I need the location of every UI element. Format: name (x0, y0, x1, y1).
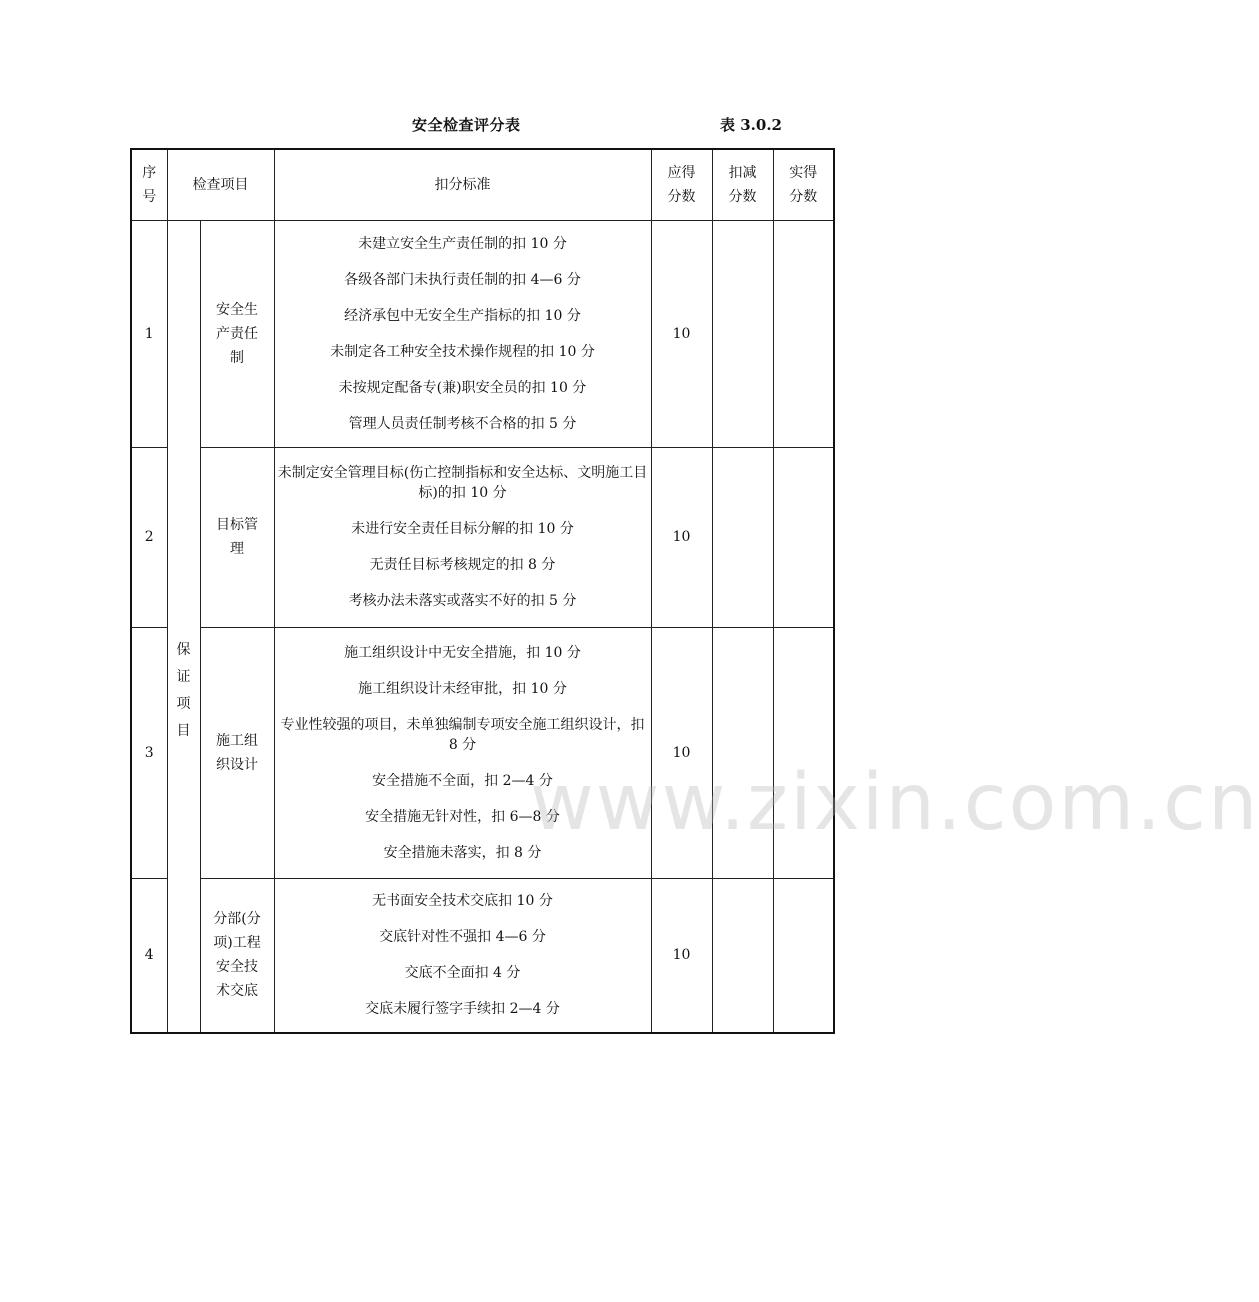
row-full-score: 10 (651, 447, 712, 627)
table-row (131, 878, 834, 1033)
row-criteria (274, 878, 651, 1033)
group-label: 保证项目 (176, 642, 191, 740)
criterion: 交底未履行签字手续扣 2—4 分 (365, 1001, 560, 1018)
criterion: 未制定安全管理目标(伤亡控制指标和安全达标、文明施工目标)的扣 10 分 (277, 465, 648, 501)
row-deduct-score[interactable] (712, 627, 773, 878)
criterion: 未制定各工种安全技术操作规程的扣 10 分 (330, 343, 595, 360)
criterion: 管理人员责任制考核不合格的扣 5 分 (348, 415, 577, 432)
row-seq: 3 (131, 627, 167, 878)
group-label-cell (167, 220, 200, 1033)
header-full-score: 应得分数 (651, 149, 712, 220)
criterion: 考核办法未落实或落实不好的扣 5 分 (348, 593, 577, 609)
row-full-score: 10 (651, 220, 712, 447)
criterion: 交底不全面扣 4 分 (404, 965, 521, 982)
table-row (131, 627, 834, 878)
header-seq: 序号 (131, 149, 167, 220)
criterion: 施工组织设计中无安全措施，扣 10 分 (344, 644, 581, 661)
header-item: 检查项目 (167, 149, 274, 220)
row-item: 分部(分项)工程安全技术交底 (200, 878, 274, 1033)
row-deduct-score[interactable] (712, 878, 773, 1033)
criterion: 施工组织设计未经审批，扣 10 分 (358, 680, 567, 697)
criterion: 安全措施无针对性，扣 6—8 分 (365, 808, 560, 825)
criterion: 无书面安全技术交底扣 10 分 (372, 893, 553, 910)
criterion: 未按规定配备专(兼)职安全员的扣 10 分 (338, 379, 587, 396)
row-deduct-score[interactable] (712, 447, 773, 627)
row-seq: 1 (131, 220, 167, 447)
row-criteria (274, 447, 651, 627)
criterion: 未进行安全责任目标分解的扣 10 分 (351, 521, 574, 537)
criterion: 未建立安全生产责任制的扣 10 分 (358, 235, 567, 252)
row-seq: 2 (131, 447, 167, 627)
row-actual-score[interactable] (773, 878, 834, 1033)
table-row (131, 220, 834, 447)
header-deduct-score: 扣减分数 (712, 149, 773, 220)
table-number: 表 3.0.2 (720, 116, 782, 134)
header-standard: 扣分标准 (274, 149, 651, 220)
row-full-score: 10 (651, 627, 712, 878)
row-item: 目标管理 (200, 447, 274, 627)
watermark: www.zixin.com.cn (530, 758, 1259, 848)
row-criteria (274, 220, 651, 447)
criterion: 专业性较强的项目，未单独编制专项安全施工组织设计，扣 8 分 (280, 716, 645, 753)
score-table (130, 148, 835, 1034)
page-title: 安全检查评分表 (412, 116, 521, 134)
criterion: 交底针对性不强扣 4—6 分 (379, 929, 546, 946)
header-actual-score: 实得分数 (773, 149, 834, 220)
row-deduct-score[interactable] (712, 220, 773, 447)
row-criteria (274, 627, 651, 878)
criterion: 各级各部门未执行责任制的扣 4—6 分 (344, 271, 581, 288)
row-actual-score[interactable] (773, 220, 834, 447)
row-item: 安全生产责任制 (200, 220, 274, 447)
row-seq: 4 (131, 878, 167, 1033)
row-full-score: 10 (651, 878, 712, 1033)
criterion: 无责任目标考核规定的扣 8 分 (369, 557, 556, 573)
criterion: 安全措施不全面，扣 2—4 分 (372, 772, 553, 789)
row-actual-score[interactable] (773, 447, 834, 627)
row-actual-score[interactable] (773, 627, 834, 878)
criterion: 经济承包中无安全生产指标的扣 10 分 (344, 307, 581, 324)
criterion: 安全措施未落实，扣 8 分 (383, 844, 542, 861)
header-row (131, 149, 834, 220)
table-row (131, 447, 834, 627)
row-item: 施工组织设计 (200, 627, 274, 878)
